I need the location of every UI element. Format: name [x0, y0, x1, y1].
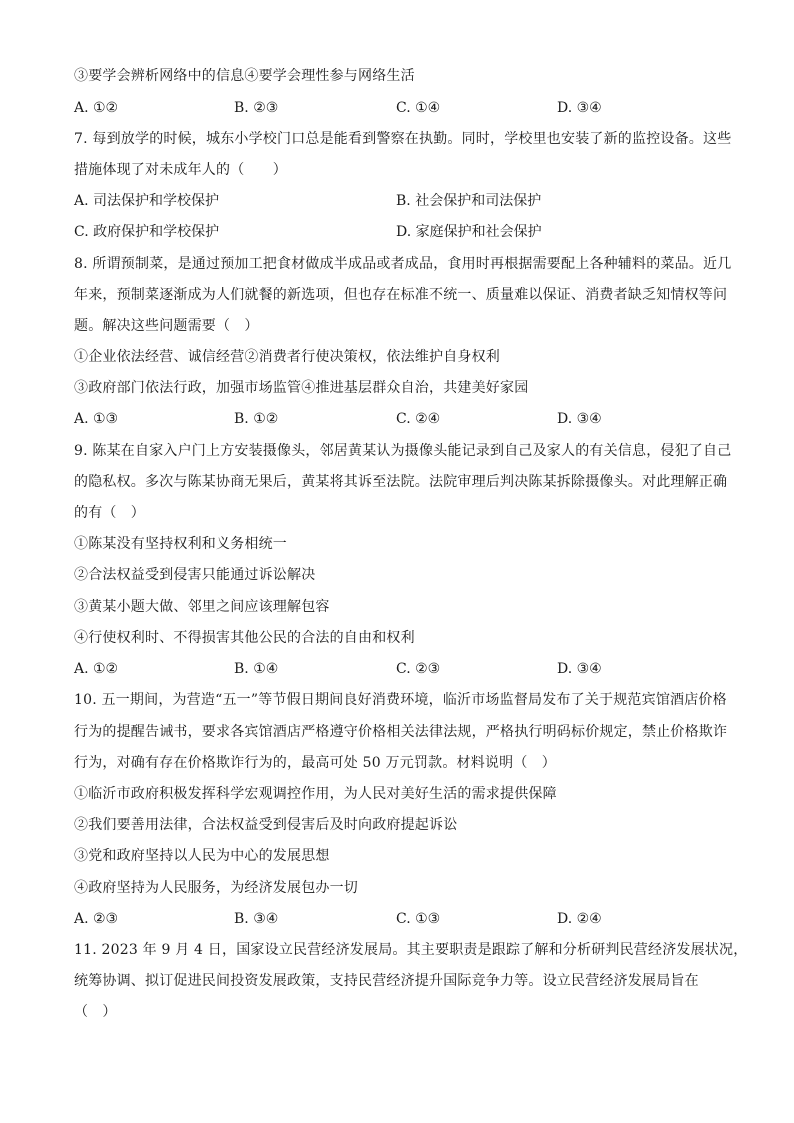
- q10-statement-4: ④政府坚持为人民服务，为经济发展包办一切: [74, 880, 358, 896]
- q7-option-c: C. 政府保护和学校保护: [74, 224, 220, 240]
- q9-statement-4: ④行使权利时、不得损害其他公民的合法的自由和权利: [74, 630, 415, 646]
- q7-option-b: B. 社会保护和司法保护: [396, 193, 542, 209]
- q6-statement-line: ③要学会辨析网络中的信息④要学会理性参与网络生活: [74, 68, 415, 84]
- q8-option-c: C. ②④: [396, 411, 441, 427]
- q8-option-b: B. ①②: [234, 411, 279, 427]
- q9-option-b: B. ①④: [234, 661, 279, 677]
- q6-option-b: B. ②③: [234, 100, 279, 116]
- q11-stem-line-3: （ ）: [74, 1004, 117, 1020]
- q8-option-d: D. ③④: [557, 411, 602, 427]
- q9-statement-2: ②合法权益受到侵害只能通过诉讼解决: [74, 567, 316, 583]
- q10-option-c: C. ①③: [396, 911, 441, 927]
- q9-stem-line-1: 9. 陈某在自家入户门上方安装摄像头，邻居黄某认为摄像头能记录到自己及家人的有关信息，侵犯了自己: [74, 443, 732, 459]
- q10-statement-1: ①临沂市政府积极发挥科学宏观调控作用，为人民对美好生活的需求提供保障: [74, 786, 557, 802]
- q9-statement-3: ③黄某小题大做、邻里之间应该理解包容: [74, 599, 330, 615]
- q11-stem-line-2: 统筹协调、拟订促进民间投资发展政策，支持民营经济提升国际竞争力等。设立民营经济发展局旨在: [74, 973, 699, 989]
- q8-option-a: A. ①③: [74, 411, 119, 427]
- q8-stem-line-1: 8. 所谓预制菜，是通过预加工把食材做成半成品或者成品，食用时再根据需要配上各种辅料的菜品。近几: [74, 256, 732, 272]
- q7-stem-line-2: 措施体现了对未成年人的（ ）: [74, 162, 287, 178]
- q10-option-d: D. ②④: [557, 911, 602, 927]
- q11-stem-line-1: 11. 2023 年 9 月 4 日，国家设立民营经济发展局。其主要职责是跟踪了解和分析研判民营经济发展状况，: [74, 942, 748, 958]
- q6-option-c: C. ①④: [396, 100, 441, 116]
- q10-statement-3: ③党和政府坚持以人民为中心的发展思想: [74, 848, 330, 864]
- q10-option-b: B. ③④: [234, 911, 279, 927]
- q10-option-a: A. ②③: [74, 911, 119, 927]
- q10-stem-line-1: 10. 五一期间，为营造“五一”等节假日期间良好消费环境，临沂市场监督局发布了关于规范宾馆酒店价格: [74, 692, 727, 708]
- q7-option-a: A. 司法保护和学校保护: [74, 193, 220, 209]
- q10-statement-2: ②我们要善用法律，合法权益受到侵害后及时向政府提起诉讼: [74, 817, 458, 833]
- q8-stem-line-2: 年来，预制菜逐渐成为人们就餐的新选项，但也存在标准不统一、质量难以保证、消费者缺乏知情权等问: [74, 287, 728, 303]
- q8-statement-2: ③政府部门依法行政，加强市场监管④推进基层群众自治，共建美好家园: [74, 380, 529, 396]
- q10-stem-line-3: 行为，对确有存在价格欺诈行为的，最高可处 50 万元罚款。材料说明（ ）: [74, 755, 556, 771]
- q9-stem-line-3: 的有（ ）: [74, 505, 145, 521]
- q9-option-c: C. ②③: [396, 661, 441, 677]
- q8-stem-line-3: 题。解决这些问题需要（ ）: [74, 318, 259, 334]
- q9-stem-line-2: 的隐私权。多次与陈某协商无果后，黄某将其诉至法院。法院审理后判决陈某拆除摄像头。对此理解正确: [74, 474, 728, 490]
- q10-stem-line-2: 行为的提醒告诫书，要求各宾馆酒店严格遵守价格相关法律法规，严格执行明码标价规定，禁止价格欺诈: [74, 724, 728, 740]
- q9-statement-1: ①陈某没有坚持权利和义务相统一: [74, 536, 287, 552]
- q6-option-a: A. ①②: [74, 100, 119, 116]
- q8-statement-1: ①企业依法经营、诚信经营②消费者行使决策权，依法维护自身权利: [74, 349, 500, 365]
- q6-option-d: D. ③④: [557, 100, 602, 116]
- q7-stem-line-1: 7. 每到放学的时候，城东小学校门口总是能看到警察在执勤。同时，学校里也安装了新的监控设备。这些: [74, 131, 732, 147]
- q9-option-a: A. ①②: [74, 661, 119, 677]
- q7-option-d: D. 家庭保护和社会保护: [396, 224, 542, 240]
- q9-option-d: D. ③④: [557, 661, 602, 677]
